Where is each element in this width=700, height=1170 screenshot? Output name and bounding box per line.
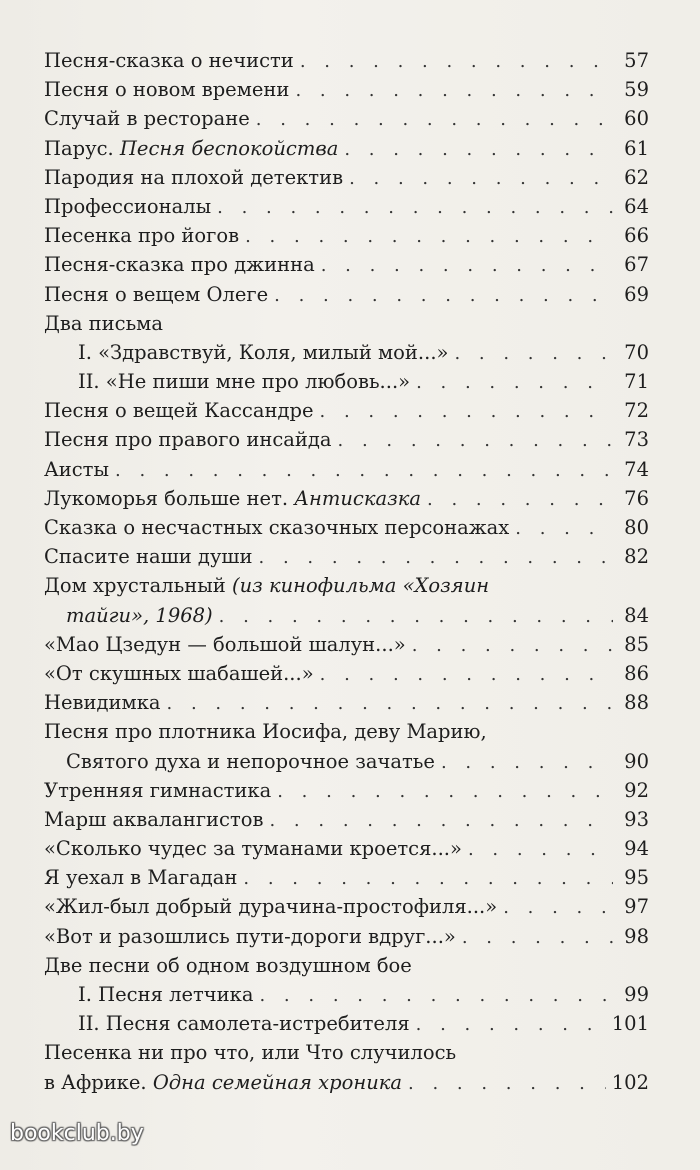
toc-page-number: 86: [624, 661, 649, 685]
toc-entry-title: [44, 776, 271, 805]
dot-leader: [408, 1069, 606, 1098]
dot-leader: [441, 748, 613, 777]
toc-heading-text: Две песни об одном воздушном бое: [44, 953, 412, 977]
dot-leader: [243, 864, 613, 893]
toc-entry-title: [44, 834, 462, 863]
toc-entry-title: [44, 863, 237, 892]
toc-entry-title: [44, 630, 406, 659]
toc-page-number: 73: [624, 428, 649, 452]
toc-entry-title-text: I. «Здравствуй, Коля, милый мой...»: [78, 340, 449, 364]
toc-page-number: 71: [624, 370, 649, 394]
toc-page-number: 102: [611, 1070, 649, 1094]
dot-leader: [427, 485, 613, 514]
toc-entry: [44, 513, 649, 542]
toc-entry: [44, 892, 649, 921]
toc-entry-title-text: Песня о вещем Олеге: [44, 282, 269, 306]
toc-entry-title: [44, 542, 253, 571]
dot-leader: [344, 135, 613, 164]
toc-entry-title-text: Песня про плотника Иосифа, деву Марию,: [44, 720, 487, 744]
toc-entry-title-text: Песня о вещей Кассандре: [44, 399, 314, 423]
toc-entry-title: [44, 1038, 456, 1067]
toc-page-number: 82: [624, 545, 649, 569]
dot-leader: [217, 193, 613, 222]
dot-leader: [412, 631, 613, 660]
table-of-contents: [44, 46, 649, 1097]
toc-entry-title-text: Случай в ресторане: [44, 107, 250, 131]
toc-page-number: 72: [624, 399, 649, 423]
dot-leader: [462, 923, 613, 952]
toc-entry-title: [78, 1009, 410, 1038]
toc-entry-title-text: Профессионалы: [44, 194, 212, 218]
toc-entry-cont-text: в Африке.: [44, 1070, 153, 1094]
toc-entry-title-text: Парус.: [44, 136, 120, 160]
toc-entry-title-text: «От скушных шабашей...»: [44, 661, 314, 685]
toc-entry-title: [44, 425, 332, 454]
toc-heading-text: Два письма: [44, 311, 163, 335]
toc-entry-title-text: «Жил-был добрый дурачина-простофиля...»: [44, 895, 498, 919]
toc-entry: [44, 455, 649, 484]
toc-entry-title: [44, 922, 456, 951]
toc-entry-title: [44, 484, 421, 513]
dot-leader: [416, 368, 613, 397]
toc-page-number: 97: [624, 895, 649, 919]
toc-page-number: 64: [624, 194, 649, 218]
toc-entry-title-text: Аисты: [44, 457, 109, 481]
toc-entry-title: [44, 75, 289, 104]
toc-page-number: 61: [624, 136, 649, 160]
toc-entry-title-text: Пародия на плохой детектив: [44, 165, 344, 189]
toc-page-number: 66: [624, 224, 649, 248]
toc-page-number: 60: [624, 107, 649, 131]
toc-entry: [44, 75, 649, 104]
toc-entry: [44, 396, 649, 425]
toc-entry: [44, 834, 649, 863]
toc-entry-title-text: Невидимка: [44, 691, 161, 715]
dot-leader: [468, 835, 613, 864]
toc-entry-title-italic: (из кинофильма «Хозяин: [231, 574, 490, 598]
toc-entry-title: [44, 46, 294, 75]
toc-entry-title: [44, 250, 315, 279]
toc-heading: [44, 309, 649, 338]
toc-heading: [44, 951, 649, 980]
toc-page-number: 70: [624, 340, 649, 364]
toc-page-number: 90: [624, 749, 649, 773]
toc-page-number: 95: [624, 866, 649, 890]
toc-entry-title: [78, 338, 448, 367]
toc-entry-cont-italic: Одна семейная хроника: [152, 1070, 403, 1094]
toc-entry-title: [44, 455, 109, 484]
dot-leader: [295, 76, 613, 105]
toc-entry: [44, 484, 649, 513]
toc-entry-title-text: Я уехал в Магадан: [44, 866, 238, 890]
toc-entry-title-italic: Антисказка: [294, 486, 422, 510]
toc-entry-title-text: Песня-сказка о нечисти: [44, 49, 294, 72]
toc-entry-title-text: Песня про правого инсайда: [44, 428, 332, 452]
toc-entry-title-text: Сказка о несчастных сказочных персонажах: [44, 516, 510, 539]
dot-leader: [115, 456, 613, 485]
toc-entry-title-text: Лукоморья больше нет.: [44, 486, 295, 510]
toc-page-number: 88: [624, 691, 649, 715]
toc-entry: [44, 163, 649, 192]
dot-leader: [269, 806, 613, 835]
toc-entry-title-text: I. Песня летчика: [78, 983, 254, 1006]
toc-entry: [44, 1009, 649, 1038]
toc-entry-title: [44, 396, 314, 425]
toc-entry-title-text: Марш аквалангистов: [44, 807, 264, 831]
toc-entry: [44, 805, 649, 834]
dot-leader: [219, 602, 613, 631]
toc-entry: [44, 922, 649, 951]
toc-entry: [44, 425, 649, 454]
dot-leader: [416, 1010, 606, 1039]
toc-entry-title: [44, 717, 487, 746]
dot-leader: [300, 47, 613, 76]
toc-entry-title-text: Утренняя гимнастика: [44, 778, 272, 802]
toc-entry: [44, 717, 649, 775]
toc-page-number: 92: [624, 778, 649, 802]
toc-entry-title-italic: Песня беспокойства: [119, 136, 339, 160]
toc-entry-title-text: Дом хрустальный: [44, 574, 232, 598]
toc-entry: [44, 367, 649, 396]
dot-leader: [349, 164, 613, 193]
toc-entry-title: [44, 134, 338, 163]
toc-entry: [44, 776, 649, 805]
toc-entry: [44, 250, 649, 279]
toc-entry-title-text: Спасите наши души: [44, 545, 253, 569]
toc-entry: [44, 980, 649, 1009]
toc-entry: [44, 688, 649, 717]
dot-leader: [503, 893, 613, 922]
dot-leader: [245, 222, 613, 251]
toc-entry-title: [44, 659, 314, 688]
toc-entry-continuation: [66, 747, 435, 776]
toc-entry-title-text: Песенка про йогов: [44, 224, 240, 248]
dot-leader: [338, 426, 613, 455]
dot-leader: [321, 251, 613, 280]
toc-entry: [44, 659, 649, 688]
toc-page-number: 74: [624, 457, 649, 481]
toc-entry: [44, 280, 649, 309]
toc-entry-title: [78, 367, 410, 396]
toc-page-number: 57: [624, 49, 649, 72]
toc-entry-continuation: [66, 601, 213, 630]
toc-entry-title: [44, 892, 497, 921]
toc-entry: [44, 134, 649, 163]
toc-entry-cont-text: Святого духа и непорочное зачатье: [66, 749, 435, 773]
toc-entry: [44, 46, 649, 75]
toc-page-number: 84: [624, 603, 649, 627]
toc-page-number: 98: [624, 924, 649, 948]
toc-page-number: 99: [624, 983, 649, 1006]
toc-entry-title-text: «Мао Цзедун — большой шалун...»: [44, 632, 406, 656]
dot-leader: [320, 660, 613, 689]
toc-entry: [44, 863, 649, 892]
toc-page-number: 85: [624, 632, 649, 656]
toc-entry-title: [44, 163, 343, 192]
toc-entry: [44, 221, 649, 250]
toc-entry-title: [44, 192, 211, 221]
toc-page-number: 101: [611, 1012, 649, 1036]
toc-page-number: 69: [624, 282, 649, 306]
toc-entry-title: [44, 688, 161, 717]
toc-entry-title-text: Песня о новом времени: [44, 78, 290, 102]
toc-entry-title-text: Песенка ни про что, или Что случилось: [44, 1041, 457, 1065]
toc-entry-title: [44, 513, 509, 542]
toc-entry-continuation: [44, 1068, 402, 1097]
toc-entry-title-text: Песня-сказка про джинна: [44, 253, 315, 277]
toc-entry: [44, 192, 649, 221]
dot-leader: [454, 339, 613, 368]
toc-entry: [44, 630, 649, 659]
toc-page-number: 67: [624, 253, 649, 277]
toc-page-number: 94: [624, 837, 649, 861]
toc-page-number: 62: [624, 165, 649, 189]
toc-entry-title: [44, 221, 239, 250]
toc-entry-cont-italic: тайги», 1968): [66, 603, 213, 627]
toc-entry-title-text: «Вот и разошлись пути-дороги вдруг...»: [44, 924, 456, 948]
dot-leader: [277, 777, 613, 806]
toc-entry: [44, 542, 649, 571]
dot-leader: [515, 514, 613, 543]
toc-entry: [44, 571, 649, 629]
dot-leader: [259, 543, 613, 572]
toc-entry-title: [44, 571, 489, 600]
toc-entry-title-text: «Сколько чудес за туманами кроется...»: [44, 837, 462, 861]
dot-leader: [274, 281, 613, 310]
toc-entry: [44, 338, 649, 367]
watermark: bookclub.by: [10, 1121, 144, 1146]
toc-entry-title: [44, 104, 250, 133]
dot-leader: [259, 981, 613, 1010]
toc-entry-title: [44, 805, 263, 834]
toc-page-number: 80: [624, 516, 649, 539]
toc-entry-title: [44, 280, 268, 309]
dot-leader: [167, 689, 613, 718]
toc-page-number: 93: [624, 807, 649, 831]
dot-leader: [320, 397, 614, 426]
toc-entry: [44, 104, 649, 133]
toc-entry-title-text: II. «Не пиши мне про любовь...»: [78, 370, 411, 394]
toc-entry: [44, 1038, 649, 1096]
toc-entry-title: [78, 980, 253, 1009]
toc-page-number: 59: [624, 78, 649, 102]
toc-entry-title-text: II. Песня самолета-истребителя: [78, 1012, 410, 1036]
toc-page-number: 76: [624, 486, 649, 510]
dot-leader: [256, 105, 613, 134]
